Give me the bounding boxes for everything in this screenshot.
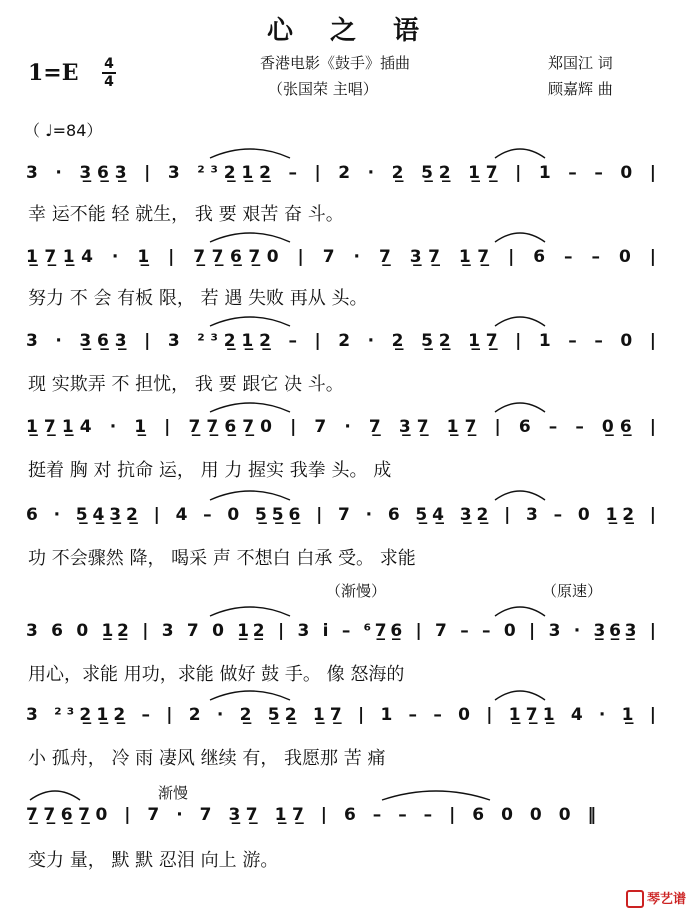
lyrics-row-3: 现 实欺弄 不 担忧， 我 要 跟它 决 斗。 [28, 374, 344, 395]
slur-1-2 [495, 149, 545, 158]
slur-6-2 [495, 607, 545, 616]
score-notes [26, 149, 656, 825]
tempo-marking: （ ♩=84） [24, 121, 103, 140]
notes-row-5: 6 · 5̲4̲3̲2̲ | 4 – 0 5̲5̲6̲ | 7 · 6 5̲4̲ 3̲2̲ | 3 – 0 1̲2̲ | [26, 505, 657, 525]
lyrics-row-6: 用心，求能 用功，求能 做好 鼓 手。 像 怒海的 [28, 664, 405, 685]
notes-row-3: 3 · 3̲6̲3̲ | 3 ²³2̲1̲2̲ – | 2 · 2̲ 5̲2̲ 1̲7̲ | 1 – – 0 | [26, 331, 657, 351]
time-top: 4 [104, 56, 114, 72]
logo-text: 琴艺谱 [646, 891, 686, 907]
key-signature: 1=E [28, 60, 79, 86]
lyrics-row-1: 幸 运不能 轻 就生， 我 要 艰苦 奋 斗。 [28, 204, 344, 225]
ritardando-2: 渐慢 [158, 784, 189, 802]
slur-8-2 [382, 791, 490, 800]
lyricist: 郑国江 词 [548, 54, 613, 72]
logo-icon [626, 890, 644, 908]
slur-5-2 [495, 491, 545, 500]
page-title: 心 之 语 [266, 16, 434, 46]
subtitle: 香港电影《鼓手》插曲 [260, 54, 411, 72]
singer: （张国荣 主唱） [268, 80, 378, 98]
slur-3-1 [210, 317, 290, 326]
slur-7-1 [210, 691, 290, 700]
notes-row-7: 3 ²³2̲1̲2̲ – | 2 · 2̲ 5̲2̲ 1̲7̲ | 1 – – 0 | 1̲7̲1̲ 4 · 1̲ | [26, 705, 656, 725]
notes-row-2: 1̲7̲1̲4 · 1̲ | 7̲7̲6̲7̲0 | 7 · 7̲ 3̲7̲ 1̲7̲ | 6 – – 0 | [26, 247, 657, 267]
slur-7-2 [495, 691, 545, 700]
slur-8-1 [30, 791, 80, 800]
time-bottom: 4 [104, 74, 114, 90]
slur-3-2 [495, 317, 545, 326]
slur-1-1 [210, 149, 290, 158]
composer: 顾嘉辉 曲 [548, 80, 613, 98]
notes-row-4: 1̲7̲1̲4 · 1̲ | 7̲7̲6̲7̲0 | 7 · 7̲ 3̲7̲ 1̲7̲ | 6 – – 0̲6̲ | [26, 417, 656, 437]
lyrics-row-5: 功 不会骤然 降， 喝采 声 不想白 白承 受。 求能 [28, 548, 416, 569]
notes-row-8: 7̲7̲6̲7̲0 | 7 · 7 3̲7̲ 1̲7̲ | 6 – – – | 6 0 0 0 ‖ [26, 805, 596, 825]
lyrics-row-4: 挺着 胸 对 抗命 运， 用 力 握实 我拳 头。 成 [28, 460, 392, 481]
slur-4-1 [210, 403, 290, 412]
lyrics-row-2: 努力 不 会 有板 限， 若 遇 失败 再从 头。 [28, 288, 368, 309]
slur-2-2 [495, 233, 545, 242]
notes-row-1: 3 · 3̲6̲3̲ | 3 ²³2̲1̲2̲ – | 2 · 2̲ 5̲2̲ 1̲7̲ | 1 – – 0 | [26, 163, 657, 183]
slur-6-1 [210, 607, 290, 616]
watermark-logo [626, 888, 686, 909]
slur-5-1 [210, 491, 290, 500]
lyrics-row-7: 小 孤舟， 冷 雨 凄风 继续 有， 我愿那 苦 痛 [28, 748, 386, 769]
a-tempo: （原速） [542, 582, 603, 600]
slur-2-1 [210, 233, 290, 242]
slur-4-2 [495, 403, 545, 412]
lyrics-row-8: 变力 量， 默 默 忍泪 向上 游。 [28, 850, 279, 871]
notes-row-6: 3 6 0 1̲2̲ | 3 7 0 1̲2̲ | 3 i – ⁶7̲6̲ | 7 – – 0 | 3 · 3̲6̲3̲ | [26, 621, 657, 641]
ritardando-1: （渐慢） [326, 582, 387, 600]
